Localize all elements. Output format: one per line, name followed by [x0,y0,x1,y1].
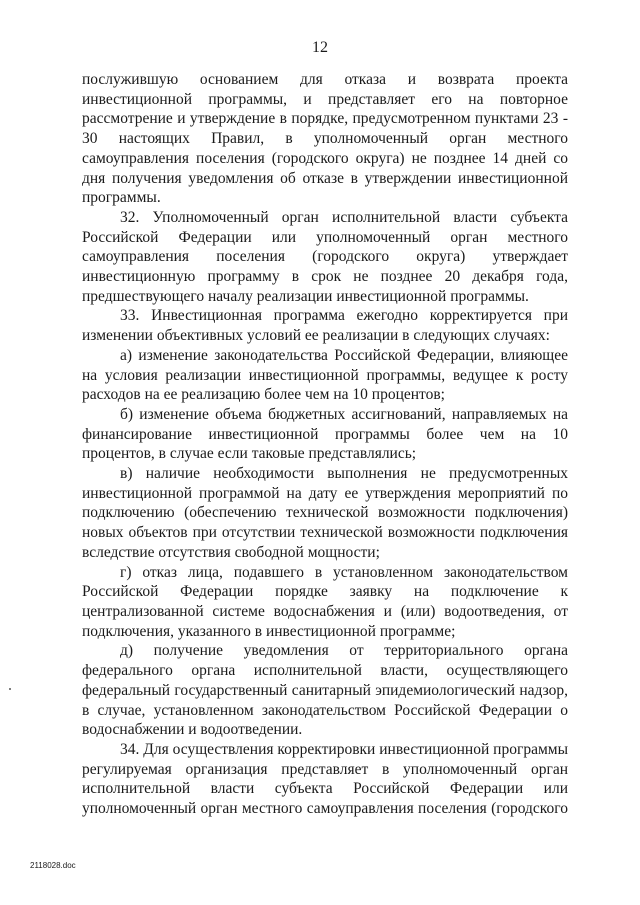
page-number: 12 [312,39,328,56]
paragraph-34: 34. Для осуществления корректировки инвестиционной программы регулируемая организация представляет в уполномоченный орган исполнительной власти субъекта Российской Федерации или уполномоченный орган местного самоуправления поселения (городского [82,740,568,818]
paragraph-33-item-v: в) наличие необходимости выполнения не предусмотренных инвестиционной программой на дату ее утверждения мероприятий по подключению (обеспечению технической возможности подключения) новых объектов при отсутствии технической возможности подключения вследствие отсутствия свободной мощности; [82,465,568,561]
scan-speck [9,688,11,690]
paragraph-32: 32. Уполномоченный орган исполнительной власти субъекта Российской Федерации или уполномоченный орган местного самоуправления поселения (городского округа) утверждает инвестиционную программу в срок не позднее 20 декабря года, предшествующего началу реализации инвестиционной программы. [82,208,568,305]
document-body [82,70,568,819]
paragraph-33-item-d: д) получение уведомления от территориального органа федерального органа исполнительной власти, осуществляющего федеральный государственный санитарный эпидемиологический надзор, в случае, установленном законодательством Российской Федерации о водоснабжении и водоотведении. [82,642,568,739]
footer-doc-id: 2118028.doc [30,861,76,870]
paragraph-33-item-a: а) изменение законодательства Российской Федерации, влияющее на условия реализации инвестиционной программы, ведущее к росту расходов на ее реализацию более чем на 10 процентов; [82,346,568,404]
paragraph-31-continuation: послужившую основанием для отказа и возврата проекта инвестиционной программы, и представляет его на повторное рассмотрение и утверждение в порядке, предусмотренном пунктами 23 - 30 настоящих Правил, в уполномоченный орган местного самоуправления поселения (городского округа) не позднее 14 дней со дня получения уведомления об отказе в утверждении инвестиционной программы. [82,71,568,207]
paragraph-33-item-g: г) отказ лица, подавшего в установленном законодательством Российской Федерации порядке заявку на подключение к централизованной системе водоснабжения и (или) водоотведения, от подключения, указанного в инвестиционной программе; [82,563,568,640]
paragraph-33: 33. Инвестиционная программа ежегодно корректируется при изменении объективных условий ее реализации в следующих случаях: [82,307,568,345]
paragraph-33-item-b: б) изменение объема бюджетных ассигнований, направляемых на финансирование инвестиционной программы более чем на 10 процентов, в случае если таковые представлялись; [82,405,568,463]
